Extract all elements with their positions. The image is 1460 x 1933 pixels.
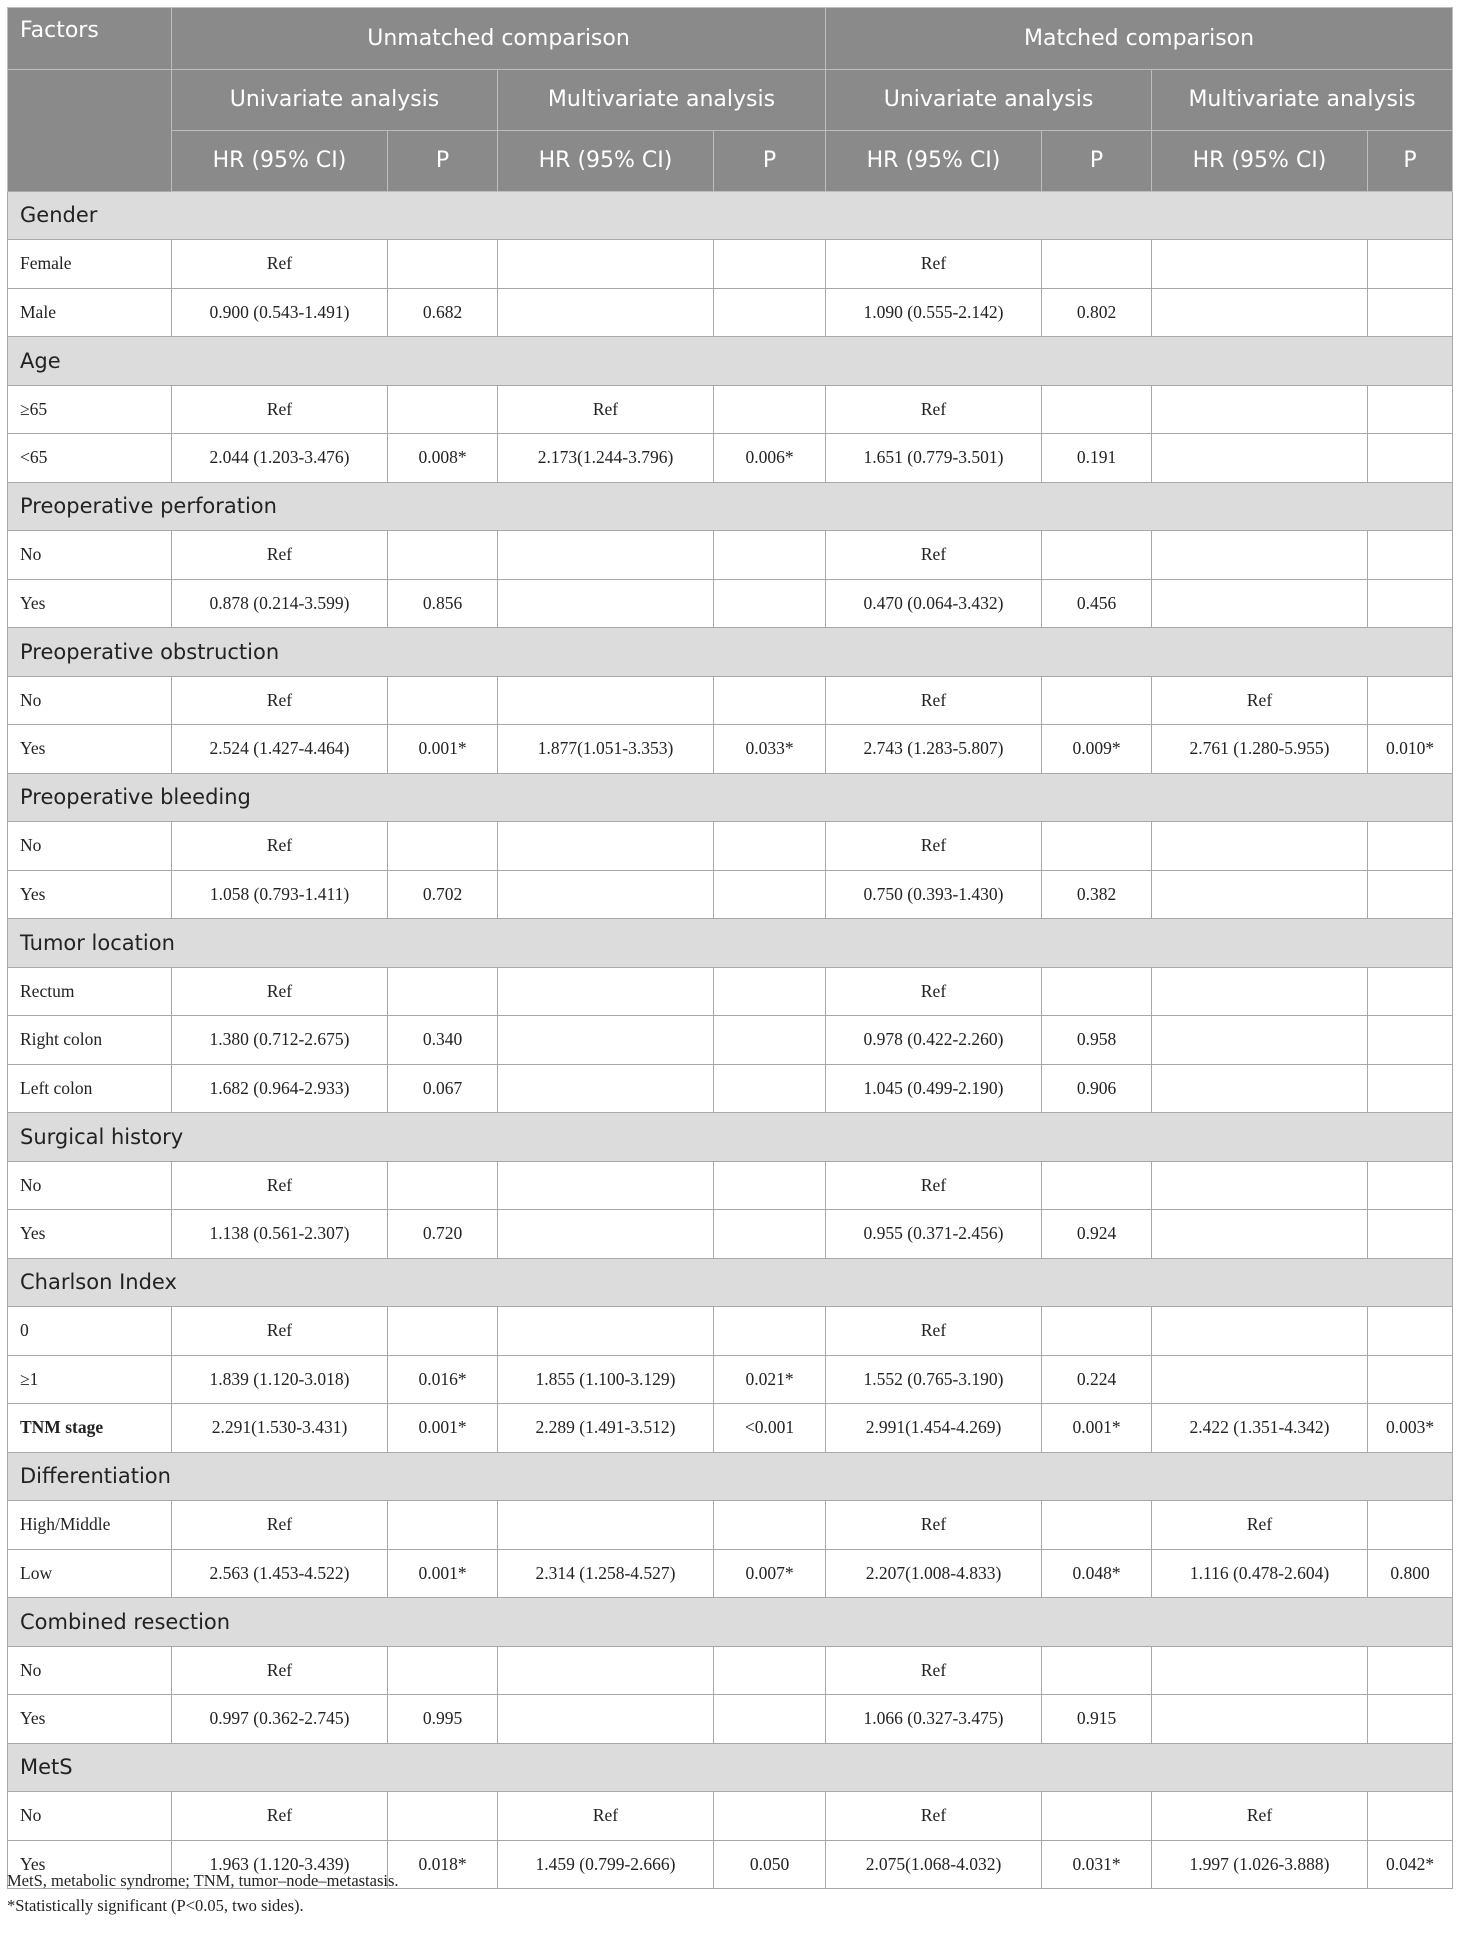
- unmatched-multi-hr-cell: [498, 822, 714, 871]
- unmatched-multi-p-cell: [714, 1016, 826, 1065]
- unmatched-uni-p-cell: [388, 1161, 498, 1210]
- unmatched-multi-p-cell: [714, 240, 826, 289]
- group-label: Preoperative obstruction: [8, 628, 1453, 677]
- unmatched-multi-hr-cell: [498, 1695, 714, 1744]
- matched-comparison-header: Matched comparison: [826, 8, 1453, 70]
- matched-univariate-header: Univariate analysis: [826, 69, 1152, 130]
- matched-uni-p-cell: [1042, 967, 1152, 1016]
- matched-multi-hr-cell: [1152, 870, 1368, 919]
- factor-label: Yes: [8, 870, 172, 919]
- unmatched-multi-p-cell: 0.006*: [714, 434, 826, 483]
- matched-multivariate-header: Multivariate analysis: [1152, 69, 1453, 130]
- matched-uni-hr-cell: 1.552 (0.765-3.190): [826, 1355, 1042, 1404]
- matched-multi-p-cell: [1368, 531, 1453, 580]
- matched-multi-hr-cell: Ref: [1152, 676, 1368, 725]
- matched-uni-p-cell: 0.009*: [1042, 725, 1152, 774]
- table-row: [8, 288, 1453, 337]
- unmatched-multi-p-cell: [714, 1210, 826, 1259]
- matched-multi-hr-cell: [1152, 1307, 1368, 1356]
- group-label: Preoperative perforation: [8, 482, 1453, 531]
- matched-uni-p-cell: 0.224: [1042, 1355, 1152, 1404]
- matched-uni-hr-cell: 1.090 (0.555-2.142): [826, 288, 1042, 337]
- factor-label: Yes: [8, 579, 172, 628]
- unmatched-uni-hr-cell: 1.058 (0.793-1.411): [172, 870, 388, 919]
- unmatched-multi-p-cell: [714, 1646, 826, 1695]
- regression-table-container: [7, 7, 1452, 1889]
- group-header-row: [8, 1258, 1453, 1307]
- unmatched-uni-hr-cell: Ref: [172, 385, 388, 434]
- factors-header-spacer: [8, 69, 172, 130]
- unmatched-multi-p-cell: [714, 1064, 826, 1113]
- unmatched-multi-p-cell: [714, 531, 826, 580]
- table-row: [8, 1404, 1453, 1453]
- unmatched-uni-p-cell: 0.018*: [388, 1840, 498, 1889]
- factor-label: TNM stage: [8, 1404, 172, 1453]
- matched-multi-hr-cell: [1152, 822, 1368, 871]
- factor-label: Yes: [8, 1840, 172, 1889]
- factor-label: No: [8, 1646, 172, 1695]
- unmatched-multi-p-cell: [714, 288, 826, 337]
- table-row: [8, 1016, 1453, 1065]
- unmatched-multi-hr-cell: [498, 1307, 714, 1356]
- unmatched-multi-hr-cell: [498, 1646, 714, 1695]
- table-row: [8, 240, 1453, 289]
- matched-uni-hr-cell: 0.470 (0.064-3.432): [826, 579, 1042, 628]
- table-row: [8, 1501, 1453, 1550]
- unmatched-multi-hr-cell: [498, 531, 714, 580]
- matched-multi-hr-cell: [1152, 1210, 1368, 1259]
- unmatched-uni-hr-cell: Ref: [172, 240, 388, 289]
- unmatched-multi-hr-cell: [498, 1064, 714, 1113]
- matched-uni-hr-cell: Ref: [826, 1307, 1042, 1356]
- unmatched-uni-hr-cell: 1.380 (0.712-2.675): [172, 1016, 388, 1065]
- matched-multi-p-cell: [1368, 288, 1453, 337]
- unmatched-multi-p-cell: [714, 1161, 826, 1210]
- unmatched-multi-hr-cell: Ref: [498, 385, 714, 434]
- matched-multi-hr-cell: [1152, 1064, 1368, 1113]
- unmatched-uni-p-cell: 0.016*: [388, 1355, 498, 1404]
- matched-uni-p-cell: [1042, 1501, 1152, 1550]
- unmatched-multi-p-cell: 0.050: [714, 1840, 826, 1889]
- group-header-row: [8, 482, 1453, 531]
- matched-multi-p-cell: [1368, 870, 1453, 919]
- unmatched-uni-hr-cell: 0.900 (0.543-1.491): [172, 288, 388, 337]
- hr-ci-header: HR (95% CI): [498, 130, 714, 191]
- factor-label: Low: [8, 1549, 172, 1598]
- factor-label: High/Middle: [8, 1501, 172, 1550]
- factor-label: Rectum: [8, 967, 172, 1016]
- unmatched-multi-hr-cell: 2.289 (1.491-3.512): [498, 1404, 714, 1453]
- unmatched-uni-p-cell: 0.001*: [388, 1404, 498, 1453]
- footnote-significance: *Statistically significant (P<0.05, two sides).: [7, 1896, 304, 1915]
- unmatched-multi-hr-cell: 2.314 (1.258-4.527): [498, 1549, 714, 1598]
- factor-label: Yes: [8, 1210, 172, 1259]
- header-row-stats: [8, 130, 1453, 191]
- unmatched-uni-p-cell: 0.001*: [388, 725, 498, 774]
- group-label: Gender: [8, 191, 1453, 240]
- unmatched-multi-hr-cell: [498, 288, 714, 337]
- group-label: Preoperative bleeding: [8, 773, 1453, 822]
- table-body: [8, 191, 1453, 1889]
- table-row: [8, 1161, 1453, 1210]
- factor-label: No: [8, 822, 172, 871]
- matched-uni-hr-cell: Ref: [826, 967, 1042, 1016]
- table-row: [8, 385, 1453, 434]
- cox-regression-table: [7, 7, 1453, 1889]
- table-row: [8, 1549, 1453, 1598]
- group-label: Combined resection: [8, 1598, 1453, 1647]
- factor-label: <65: [8, 434, 172, 483]
- matched-multi-hr-cell: [1152, 1646, 1368, 1695]
- unmatched-uni-hr-cell: Ref: [172, 531, 388, 580]
- matched-uni-p-cell: 0.924: [1042, 1210, 1152, 1259]
- matched-uni-p-cell: [1042, 385, 1152, 434]
- matched-uni-hr-cell: Ref: [826, 385, 1042, 434]
- unmatched-uni-p-cell: 0.995: [388, 1695, 498, 1744]
- unmatched-multi-hr-cell: 1.459 (0.799-2.666): [498, 1840, 714, 1889]
- group-header-row: [8, 1743, 1453, 1792]
- p-header: P: [1368, 130, 1453, 191]
- matched-multi-p-cell: [1368, 1501, 1453, 1550]
- hr-ci-header: HR (95% CI): [826, 130, 1042, 191]
- unmatched-uni-hr-cell: Ref: [172, 1307, 388, 1356]
- table-row: [8, 1355, 1453, 1404]
- unmatched-uni-hr-cell: 0.997 (0.362-2.745): [172, 1695, 388, 1744]
- matched-multi-hr-cell: 1.116 (0.478-2.604): [1152, 1549, 1368, 1598]
- unmatched-multi-hr-cell: [498, 870, 714, 919]
- header-row-analysis: [8, 69, 1453, 130]
- table-row: [8, 1307, 1453, 1356]
- unmatched-uni-hr-cell: Ref: [172, 1501, 388, 1550]
- factor-label: No: [8, 1792, 172, 1841]
- table-header: [8, 8, 1453, 192]
- unmatched-univariate-header: Univariate analysis: [172, 69, 498, 130]
- unmatched-uni-p-cell: [388, 822, 498, 871]
- footnote-abbreviations: MetS, metabolic syndrome; TNM, tumor–node–metastasis.: [7, 1871, 399, 1890]
- unmatched-uni-p-cell: [388, 531, 498, 580]
- group-label: Tumor location: [8, 919, 1453, 968]
- matched-multi-hr-cell: [1152, 288, 1368, 337]
- unmatched-multi-p-cell: [714, 967, 826, 1016]
- matched-multi-p-cell: [1368, 1307, 1453, 1356]
- matched-multi-hr-cell: [1152, 579, 1368, 628]
- unmatched-multi-p-cell: <0.001: [714, 1404, 826, 1453]
- unmatched-comparison-header: Unmatched comparison: [172, 8, 826, 70]
- matched-uni-p-cell: [1042, 531, 1152, 580]
- matched-uni-p-cell: 0.048*: [1042, 1549, 1152, 1598]
- matched-multi-p-cell: 0.003*: [1368, 1404, 1453, 1453]
- matched-multi-p-cell: [1368, 385, 1453, 434]
- matched-multi-p-cell: [1368, 579, 1453, 628]
- matched-multi-p-cell: [1368, 434, 1453, 483]
- table-row: [8, 1064, 1453, 1113]
- p-header: P: [714, 130, 826, 191]
- unmatched-multi-hr-cell: [498, 1161, 714, 1210]
- unmatched-multi-p-cell: 0.021*: [714, 1355, 826, 1404]
- table-row: [8, 579, 1453, 628]
- unmatched-multi-hr-cell: [498, 1016, 714, 1065]
- matched-uni-hr-cell: Ref: [826, 1161, 1042, 1210]
- matched-uni-hr-cell: 2.991(1.454-4.269): [826, 1404, 1042, 1453]
- unmatched-multi-p-cell: [714, 1307, 826, 1356]
- unmatched-uni-hr-cell: 2.291(1.530-3.431): [172, 1404, 388, 1453]
- matched-multi-hr-cell: [1152, 531, 1368, 580]
- matched-uni-p-cell: [1042, 240, 1152, 289]
- matched-uni-p-cell: 0.001*: [1042, 1404, 1152, 1453]
- matched-multi-p-cell: [1368, 676, 1453, 725]
- table-row: [8, 822, 1453, 871]
- matched-uni-p-cell: 0.382: [1042, 870, 1152, 919]
- unmatched-multi-p-cell: [714, 1792, 826, 1841]
- unmatched-uni-hr-cell: 1.682 (0.964-2.933): [172, 1064, 388, 1113]
- matched-multi-p-cell: [1368, 967, 1453, 1016]
- matched-uni-hr-cell: 1.045 (0.499-2.190): [826, 1064, 1042, 1113]
- unmatched-uni-p-cell: 0.702: [388, 870, 498, 919]
- unmatched-multi-p-cell: [714, 822, 826, 871]
- factor-label: Left colon: [8, 1064, 172, 1113]
- unmatched-uni-hr-cell: 2.524 (1.427-4.464): [172, 725, 388, 774]
- unmatched-multi-hr-cell: 2.173(1.244-3.796): [498, 434, 714, 483]
- unmatched-multi-hr-cell: 1.877(1.051-3.353): [498, 725, 714, 774]
- group-label: Differentiation: [8, 1452, 1453, 1501]
- unmatched-uni-p-cell: 0.682: [388, 288, 498, 337]
- unmatched-uni-p-cell: 0.340: [388, 1016, 498, 1065]
- unmatched-multi-p-cell: [714, 1501, 826, 1550]
- unmatched-uni-p-cell: [388, 385, 498, 434]
- matched-uni-hr-cell: Ref: [826, 822, 1042, 871]
- unmatched-uni-p-cell: [388, 1307, 498, 1356]
- matched-uni-p-cell: [1042, 822, 1152, 871]
- unmatched-uni-hr-cell: Ref: [172, 1161, 388, 1210]
- matched-uni-p-cell: 0.906: [1042, 1064, 1152, 1113]
- unmatched-uni-p-cell: 0.001*: [388, 1549, 498, 1598]
- table-row: [8, 967, 1453, 1016]
- matched-uni-hr-cell: Ref: [826, 531, 1042, 580]
- group-label: Age: [8, 337, 1453, 386]
- matched-uni-p-cell: 0.915: [1042, 1695, 1152, 1744]
- matched-multi-hr-cell: [1152, 1161, 1368, 1210]
- table-row: [8, 725, 1453, 774]
- matched-uni-hr-cell: 1.066 (0.327-3.475): [826, 1695, 1042, 1744]
- group-label: Charlson Index: [8, 1258, 1453, 1307]
- matched-multi-hr-cell: [1152, 1016, 1368, 1065]
- matched-multi-hr-cell: [1152, 385, 1368, 434]
- matched-multi-p-cell: [1368, 1355, 1453, 1404]
- unmatched-uni-hr-cell: 1.839 (1.120-3.018): [172, 1355, 388, 1404]
- group-label: Surgical history: [8, 1113, 1453, 1162]
- unmatched-multi-hr-cell: [498, 1210, 714, 1259]
- table-row: [8, 1646, 1453, 1695]
- matched-uni-p-cell: [1042, 1307, 1152, 1356]
- matched-multi-p-cell: [1368, 1646, 1453, 1695]
- matched-multi-hr-cell: [1152, 1355, 1368, 1404]
- factors-header: Factors: [8, 8, 172, 70]
- factors-header-spacer: [8, 130, 172, 191]
- matched-multi-hr-cell: [1152, 967, 1368, 1016]
- factor-label: Yes: [8, 1695, 172, 1744]
- unmatched-multi-hr-cell: [498, 967, 714, 1016]
- unmatched-multi-hr-cell: [498, 579, 714, 628]
- matched-multi-p-cell: [1368, 1016, 1453, 1065]
- matched-uni-hr-cell: Ref: [826, 240, 1042, 289]
- unmatched-multi-p-cell: [714, 676, 826, 725]
- matched-multi-hr-cell: [1152, 240, 1368, 289]
- header-row-comparison: [8, 8, 1453, 70]
- matched-uni-p-cell: 0.456: [1042, 579, 1152, 628]
- unmatched-multi-hr-cell: [498, 1501, 714, 1550]
- unmatched-uni-hr-cell: 1.963 (1.120-3.439): [172, 1840, 388, 1889]
- group-header-row: [8, 337, 1453, 386]
- matched-multi-hr-cell: 1.997 (1.026-3.888): [1152, 1840, 1368, 1889]
- unmatched-uni-p-cell: [388, 1792, 498, 1841]
- group-header-row: [8, 1452, 1453, 1501]
- unmatched-uni-p-cell: 0.008*: [388, 434, 498, 483]
- matched-multi-p-cell: [1368, 1792, 1453, 1841]
- unmatched-uni-hr-cell: Ref: [172, 676, 388, 725]
- group-header-row: [8, 919, 1453, 968]
- factor-label: No: [8, 531, 172, 580]
- group-label: MetS: [8, 1743, 1453, 1792]
- factor-label: ≥65: [8, 385, 172, 434]
- hr-ci-header: HR (95% CI): [1152, 130, 1368, 191]
- unmatched-uni-hr-cell: 1.138 (0.561-2.307): [172, 1210, 388, 1259]
- matched-multi-p-cell: [1368, 822, 1453, 871]
- matched-uni-p-cell: [1042, 1792, 1152, 1841]
- unmatched-multi-hr-cell: Ref: [498, 1792, 714, 1841]
- matched-multi-hr-cell: 2.422 (1.351-4.342): [1152, 1404, 1368, 1453]
- matched-uni-p-cell: 0.802: [1042, 288, 1152, 337]
- unmatched-uni-p-cell: 0.067: [388, 1064, 498, 1113]
- unmatched-multi-p-cell: [714, 1695, 826, 1744]
- matched-uni-hr-cell: Ref: [826, 1792, 1042, 1841]
- table-footnotes: [7, 1868, 399, 1918]
- matched-multi-p-cell: [1368, 1064, 1453, 1113]
- matched-uni-hr-cell: Ref: [826, 676, 1042, 725]
- factor-label: No: [8, 1161, 172, 1210]
- unmatched-uni-hr-cell: Ref: [172, 1646, 388, 1695]
- factor-label: ≥1: [8, 1355, 172, 1404]
- matched-uni-p-cell: [1042, 1161, 1152, 1210]
- unmatched-multivariate-header: Multivariate analysis: [498, 69, 826, 130]
- unmatched-multi-p-cell: 0.033*: [714, 725, 826, 774]
- unmatched-uni-p-cell: [388, 967, 498, 1016]
- group-header-row: [8, 1598, 1453, 1647]
- matched-multi-hr-cell: [1152, 1695, 1368, 1744]
- matched-uni-hr-cell: Ref: [826, 1501, 1042, 1550]
- p-header: P: [1042, 130, 1152, 191]
- factor-label: Female: [8, 240, 172, 289]
- unmatched-uni-hr-cell: Ref: [172, 1792, 388, 1841]
- matched-multi-p-cell: 0.042*: [1368, 1840, 1453, 1889]
- unmatched-multi-hr-cell: [498, 676, 714, 725]
- unmatched-uni-p-cell: [388, 240, 498, 289]
- matched-multi-p-cell: [1368, 1210, 1453, 1259]
- unmatched-uni-hr-cell: 0.878 (0.214-3.599): [172, 579, 388, 628]
- unmatched-uni-hr-cell: 2.044 (1.203-3.476): [172, 434, 388, 483]
- factor-label: Yes: [8, 725, 172, 774]
- unmatched-uni-p-cell: [388, 1501, 498, 1550]
- factor-label: Male: [8, 288, 172, 337]
- matched-multi-p-cell: [1368, 240, 1453, 289]
- unmatched-uni-p-cell: 0.856: [388, 579, 498, 628]
- unmatched-uni-p-cell: [388, 1646, 498, 1695]
- table-row: [8, 1695, 1453, 1744]
- matched-uni-hr-cell: 0.955 (0.371-2.456): [826, 1210, 1042, 1259]
- table-row: [8, 676, 1453, 725]
- matched-uni-hr-cell: 2.075(1.068-4.032): [826, 1840, 1042, 1889]
- matched-uni-hr-cell: 1.651 (0.779-3.501): [826, 434, 1042, 483]
- group-header-row: [8, 628, 1453, 677]
- matched-multi-hr-cell: Ref: [1152, 1501, 1368, 1550]
- matched-multi-hr-cell: Ref: [1152, 1792, 1368, 1841]
- matched-uni-hr-cell: 0.978 (0.422-2.260): [826, 1016, 1042, 1065]
- matched-multi-p-cell: [1368, 1161, 1453, 1210]
- matched-uni-hr-cell: 0.750 (0.393-1.430): [826, 870, 1042, 919]
- matched-multi-p-cell: [1368, 1695, 1453, 1744]
- unmatched-uni-hr-cell: Ref: [172, 967, 388, 1016]
- unmatched-uni-p-cell: [388, 676, 498, 725]
- table-row: [8, 1210, 1453, 1259]
- unmatched-multi-hr-cell: 1.855 (1.100-3.129): [498, 1355, 714, 1404]
- group-header-row: [8, 773, 1453, 822]
- matched-uni-hr-cell: Ref: [826, 1646, 1042, 1695]
- factor-label: 0: [8, 1307, 172, 1356]
- matched-uni-p-cell: [1042, 676, 1152, 725]
- matched-multi-p-cell: 0.010*: [1368, 725, 1453, 774]
- table-row: [8, 870, 1453, 919]
- matched-multi-p-cell: 0.800: [1368, 1549, 1453, 1598]
- table-row: [8, 1792, 1453, 1841]
- matched-uni-p-cell: 0.958: [1042, 1016, 1152, 1065]
- matched-uni-hr-cell: 2.743 (1.283-5.807): [826, 725, 1042, 774]
- matched-multi-hr-cell: [1152, 434, 1368, 483]
- unmatched-uni-hr-cell: Ref: [172, 822, 388, 871]
- factor-label: No: [8, 676, 172, 725]
- matched-uni-p-cell: 0.031*: [1042, 1840, 1152, 1889]
- table-row: [8, 531, 1453, 580]
- matched-uni-p-cell: 0.191: [1042, 434, 1152, 483]
- unmatched-multi-p-cell: 0.007*: [714, 1549, 826, 1598]
- group-header-row: [8, 191, 1453, 240]
- matched-uni-hr-cell: 2.207(1.008-4.833): [826, 1549, 1042, 1598]
- matched-uni-p-cell: [1042, 1646, 1152, 1695]
- matched-multi-hr-cell: 2.761 (1.280-5.955): [1152, 725, 1368, 774]
- group-header-row: [8, 1113, 1453, 1162]
- unmatched-multi-hr-cell: [498, 240, 714, 289]
- p-header: P: [388, 130, 498, 191]
- factor-label: Right colon: [8, 1016, 172, 1065]
- hr-ci-header: HR (95% CI): [172, 130, 388, 191]
- unmatched-uni-hr-cell: 2.563 (1.453-4.522): [172, 1549, 388, 1598]
- table-row: [8, 434, 1453, 483]
- unmatched-uni-p-cell: 0.720: [388, 1210, 498, 1259]
- unmatched-multi-p-cell: [714, 579, 826, 628]
- unmatched-multi-p-cell: [714, 385, 826, 434]
- unmatched-multi-p-cell: [714, 870, 826, 919]
